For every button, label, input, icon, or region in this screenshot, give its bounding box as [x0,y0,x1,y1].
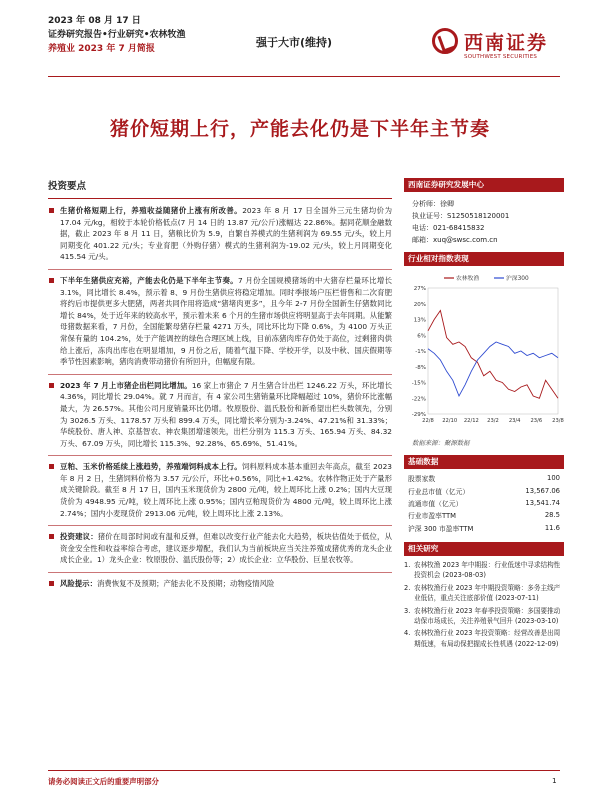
table-row [404,497,564,509]
chart-box [404,252,564,447]
y-tick-label: -1% [415,349,426,355]
analyst-info [404,192,564,246]
table-row [404,484,564,496]
item-number: 2. [404,583,411,592]
list-item[interactable] [404,560,564,581]
paragraph-lead: 下半年生猪供应充裕，产能去化仍是下半年主节奏。 [60,275,238,285]
paragraph-lead: 生猪价格短期上行，养殖收益随猪价上涨有所改善。 [60,206,243,215]
y-tick-label: 20% [413,301,426,308]
paragraph-body: 7 月份全国规模猪场的中大猪存栏量环比增长 3.1%，同比增长 8.4%，预示着 8、9 月份生猪供应将稳定增加。同时季报场户压栏惜售和二次育肥将约后市提供更多大肥猪，两者共同作用将造成“猪堵肉更多”，且今年 2-7 月份全国新生仔猪数同比增长 84%，处于近年来的较高水平，预示着未来 6 个月的生猪市场供应将明显高于去年同期。从能繁母猪数据来看，7 月份，全国能繁母猪存栏量 4271 万头，同比环比均下降 0.6%，为 4100 万头正常保有量的 104.2%，处于产能调控的绿色合理区域上线，目前冻猪肉库存仍处于高位，过剩猪肉供给上涨后，冻肉出库也在明显增加，9 月份之后，随着气温下降、学校开学，以及中秋、国庆假期等季节性因素影响，猪肉消费带动猪价有所回升，但幅度有限。 [60,275,392,367]
logo-en: SOUTHWEST SECURITIES [464,54,538,60]
report-category: 证券研究报告•行业研究•农林牧渔 [48,30,186,40]
table-row [404,472,564,484]
row-value: 13,567.06 [525,486,560,495]
summary-rule [48,198,392,199]
paragraph-body: 猪价在局部时间或有温和反弹，但难以改变行业产能去化大趋势，板块估值处于低位，从资金安全性和收益率综合考虑，建议逐步增配，我们认为当前板块应当关注养殖成猪优秀的龙头企业成长企业。1）龙头企业：牧原股份、温氏股份等；2）成长企业：立华股份、巨星农牧等。 [60,532,392,565]
row-label: 行业市盈率TTM [408,512,457,521]
row-label: 沪深 300 市盈率TTM [408,524,474,533]
paragraph-lead: 投资建议： [60,532,98,542]
row-value: 28.5 [544,511,560,520]
summary-heading: 投资要点 [48,181,87,192]
list-item[interactable] [404,628,564,649]
analyst-line: 电话：021-68415832 [412,224,485,232]
series-line-0 [428,311,558,399]
x-tick-label: 23/4 [508,418,521,424]
paragraph-body: 16 家上市猪企 7 月生猪合计出栏 1246.22 万头，环比增长 4.36%，同比增长 29.04%。就 7 月而言，有 4 家公司生猪销量环比降幅超过 10%，猪价环比涨幅最大，为 26.57%。其他公司月度销量环比仍增。牧原股份、温氏股份和新希望出栏头数领先，分别为 3026.5 万头、1178.57 万头和 899.4 万头，同比增长率分别为-3.24%、47.21%和 31.33%；华统股份、唐人神、京基智农、神农集团增速领先，出栏分别为 115.3 万头、165.94 万头、84.32 万头、67.09 万头，同比增长 115.3%、92.28%、65.69%、51.41%。 [60,380,392,448]
summary-column [48,178,392,596]
paragraph-lead: 2023 年 7 月上市猪企出栏同比增加。 [60,380,192,390]
analyst-line: 分析师：徐卿 [412,200,454,208]
row-label: 流通市值（亿元） [408,499,463,508]
basic-data-table [404,472,564,534]
sidebar-column [404,178,564,651]
summary-paragraph [48,275,392,368]
chart-heading: 行业相对指数表现 [404,252,564,266]
y-tick-label: 27% [413,286,426,292]
list-item[interactable] [404,606,564,627]
x-tick-label: 22/8 [422,418,434,424]
related-list [404,556,564,649]
analyst-line: 邮箱：xuq@swsc.com.cn [412,236,498,244]
company-logo [432,22,562,74]
item-text: 农林牧渔行业 2023 年春季投资策略：多国要推动动保市场成长，关注养殖景气回升 [414,606,561,625]
divider [48,455,392,456]
row-value: 11.6 [544,523,560,532]
summary-paragraph [48,205,392,263]
y-tick-label: -15% [411,380,426,387]
paragraph-body: 消费恢复不及预期；产能去化不及预期；动物疫情风险 [96,579,275,589]
item-text: 农林牧渔行业 2023 年投资策略：经营改善是出周期低速，布局动保把握成长性机遇 [414,629,561,648]
summary-paragraph [48,380,392,450]
divider [48,269,392,270]
row-label: 行业总市值（亿元） [408,487,470,496]
rating: 强于大市(维持) [256,36,333,49]
header-info [48,14,186,56]
item-text: 农林牧渔 2023 年中期报：行业低迷中寻求结构性投资机会 [414,560,561,580]
basic-data-heading: 基础数据 [404,455,564,469]
legend-label: 沪深300 [506,276,529,282]
page-title: 猪价短期上行，产能去化仍是下半年主节奏 [109,118,490,140]
bullet-icon [49,278,54,283]
legend-label: 农林牧渔 [456,276,480,282]
bullet-icon [49,208,54,213]
bullet-icon [49,534,54,539]
divider [48,374,392,375]
item-number: 1. [404,560,411,569]
chart-svg [404,266,564,436]
paragraph-body: 饲料原料成本基本重回去年高点，截至 2023 年 8 月 2 日，生猪饲料价格为 3.57 元/公斤，环比+0.56%，同比+1.42%。农林作物正处于产量形成关键阶段。截至 8 月 17 日，国内玉米现货价为 2800 元/吨，较上周环比上涨 0.2%；国内大豆现货价为 4948.95 元/吨，较上周环比上涨 0.95%；国内豆粕现货价为 4800 元/吨，较上周环比上涨 2.74%；国内小麦现货价 2913.06 元/吨，较上周环比上涨 2.13%。 [60,462,392,518]
summary-paragraph [48,531,392,566]
y-tick-label: -8% [415,364,426,371]
row-value: 100 [547,474,560,483]
divider [48,572,392,573]
item-date: (2023-03-10) [515,616,559,625]
y-tick-label: 13% [413,317,426,324]
x-tick-label: 23/8 [552,418,564,424]
y-tick-label: 6% [417,333,426,340]
series-line-1 [428,342,558,396]
bullet-icon [49,383,54,388]
item-date: (2023-08-03) [442,571,486,580]
x-tick-label: 22/12 [463,418,479,424]
basic-data [404,455,564,534]
item-date: (2023-07-11) [495,594,539,603]
summary-paragraph [48,578,392,590]
summary-paragraph [48,461,392,519]
divider [48,525,392,526]
row-label: 股票家数 [408,475,436,484]
analyst-line: 执业证号：S1250518120001 [412,212,510,220]
analyst-heading: 西南证券研究发展中心 [404,178,564,192]
table-row [404,522,564,534]
page-number: 1 [552,776,557,785]
row-value: 13,541.74 [525,498,560,507]
x-tick-label: 23/2 [487,418,499,424]
index-chart [404,266,564,436]
item-date: (2022-12-09) [515,639,559,648]
x-tick-label: 22/10 [442,418,458,424]
item-number: 3. [404,606,411,615]
table-row [404,509,564,521]
item-text: 农林牧渔行业 2023 年中期投资策略：多务主线产业低估，重点关注底部价值 [414,583,561,603]
item-number: 4. [404,629,411,638]
y-tick-label: -29% [411,412,426,418]
report-date: 2023 年 08 月 17 日 [48,16,141,26]
plot-frame [428,288,558,414]
header-rule [48,76,560,77]
footer-disclaimer: 请务必阅读正文后的重要声明部分 [48,777,159,786]
related-heading: 相关研究 [404,542,564,556]
paragraph-lead: 豆粕、玉米价格延续上涨趋势，养殖端饲料成本上行。 [60,462,242,472]
paragraph-body: 2023 年 8 月 17 日全国外三元生猪均价为 17.04 元/kg，相较于本轮价格低点(7 月 14 日的 13.87 元/公斤)涨幅达 22.86%。据同花顺金融数据，截止 2023 年 8 月 11 日，猪粮比价为 5.9，自繁自养模式的生猪利润为 69.55 元/头，较上月同期变化 401.22 元/头；专业育肥（外购仔猪）模式的生猪利润为-19.02 元/头，较上月同期变化 415.54 元/头。 [60,206,392,262]
report-name: 养殖业 2023 年 7 月简报 [48,44,155,54]
related-research [404,542,564,649]
logo-cn: 西南证券 [464,32,549,54]
sws-logo-icon [432,28,458,54]
y-tick-label: -22% [411,396,426,403]
chart-source: 数据来源：聚源数据 [412,439,470,447]
x-tick-label: 23/6 [530,418,543,424]
bullet-icon [49,464,54,469]
footer-rule [48,770,560,771]
bullet-icon [49,581,54,586]
paragraph-lead: 风险提示： [60,579,97,589]
list-item[interactable] [404,583,564,604]
